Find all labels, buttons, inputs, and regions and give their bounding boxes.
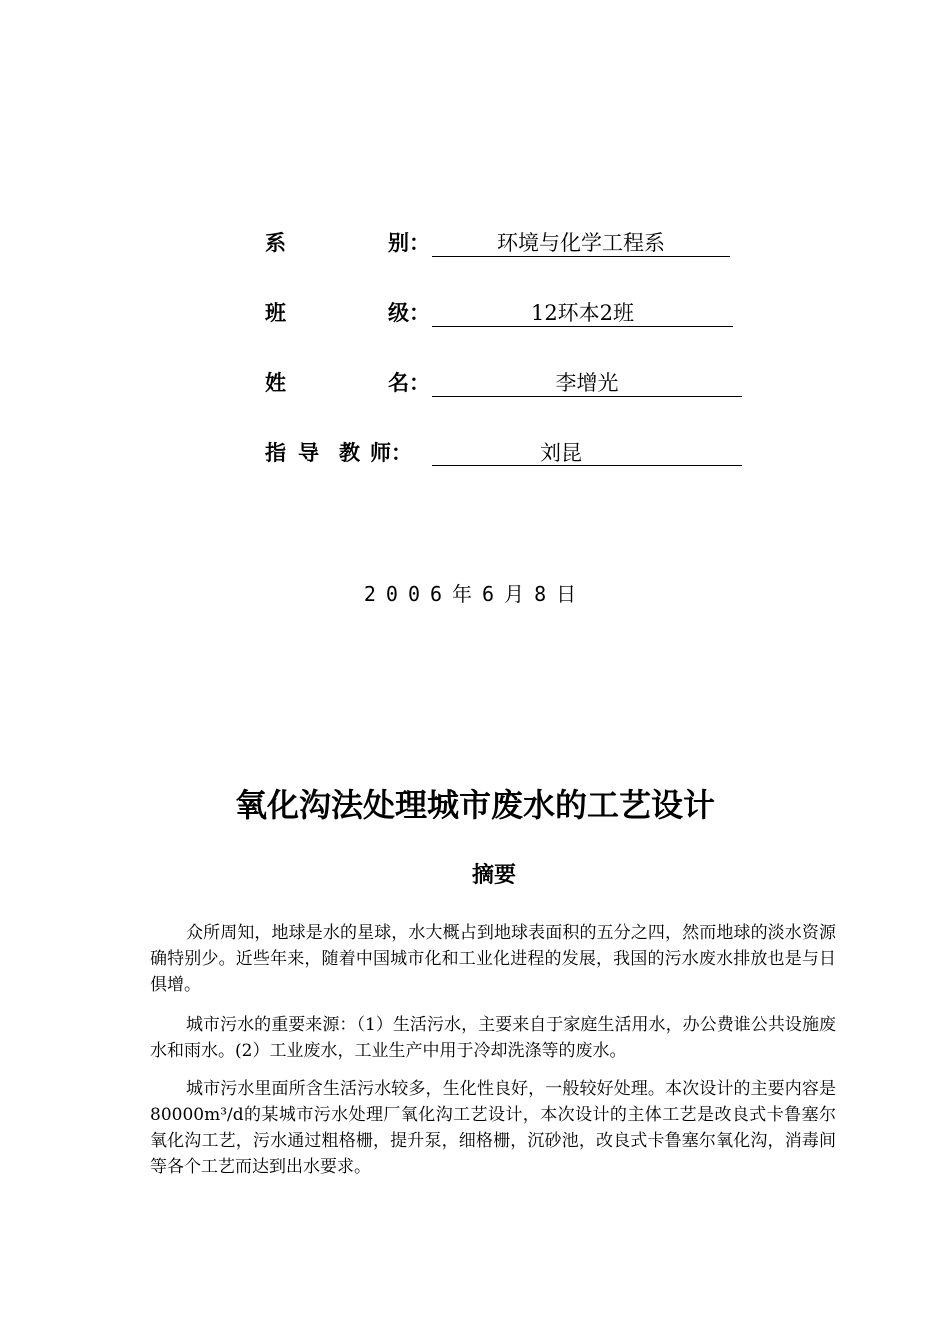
label-char: 姓: [265, 371, 286, 395]
field-value: 刘昆: [432, 438, 742, 466]
abstract-paragraph: 众所周知，地球是水的星球，水大概占到地球表面积的五分之四，然而地球的淡水资源确特别少。近些年来，随着中国城市化和工业化进程的发展，我国的污水废水排放也是与日俱增。: [150, 923, 836, 995]
abstract-heading: 摘要: [471, 863, 516, 888]
field-label: [265, 368, 430, 398]
label-char: 指: [265, 441, 286, 465]
label-char: 师：: [370, 441, 412, 465]
abstract-paragraph: 城市污水里面所含生活污水较多，生化性良好，一般较好处理。本次设计的主要内容是80000m³/d的某城市污水处理厂氧化沟工艺设计，本次设计的主体工艺是改良式卡鲁塞尔氧化沟工艺，污水通过粗格栅，提升泵，细格栅，沉砂池，改良式卡鲁塞尔氧化沟，消毒间等各个工艺而达到出水要求。: [150, 1079, 836, 1177]
label-char: 导: [298, 441, 319, 465]
label-char: 系: [265, 231, 286, 255]
field-label: [265, 228, 430, 258]
field-value: 12环本2班: [432, 298, 733, 327]
field-value: 环境与化学工程系: [432, 228, 730, 257]
label-char: 级：: [388, 301, 430, 325]
label-char: 别：: [388, 231, 430, 255]
paper-title: 氧化沟法处理城市废水的工艺设计: [234, 786, 715, 824]
field-label: [265, 438, 430, 468]
label-char: 教: [339, 441, 360, 465]
abstract-paragraph: 城市污水的重要来源：（1）生活污水，主要来自于家庭生活用水，办公费谁公共设施废水和雨水。(2）工业废水，工业生产中用于冷却洗涤等的废水。: [150, 1015, 836, 1061]
cover-date: 2006年6月8日: [363, 582, 587, 606]
field-value: 李增光: [432, 368, 742, 397]
field-label: [265, 298, 430, 328]
label-char: 名：: [388, 371, 430, 395]
label-char: 班: [265, 301, 286, 325]
